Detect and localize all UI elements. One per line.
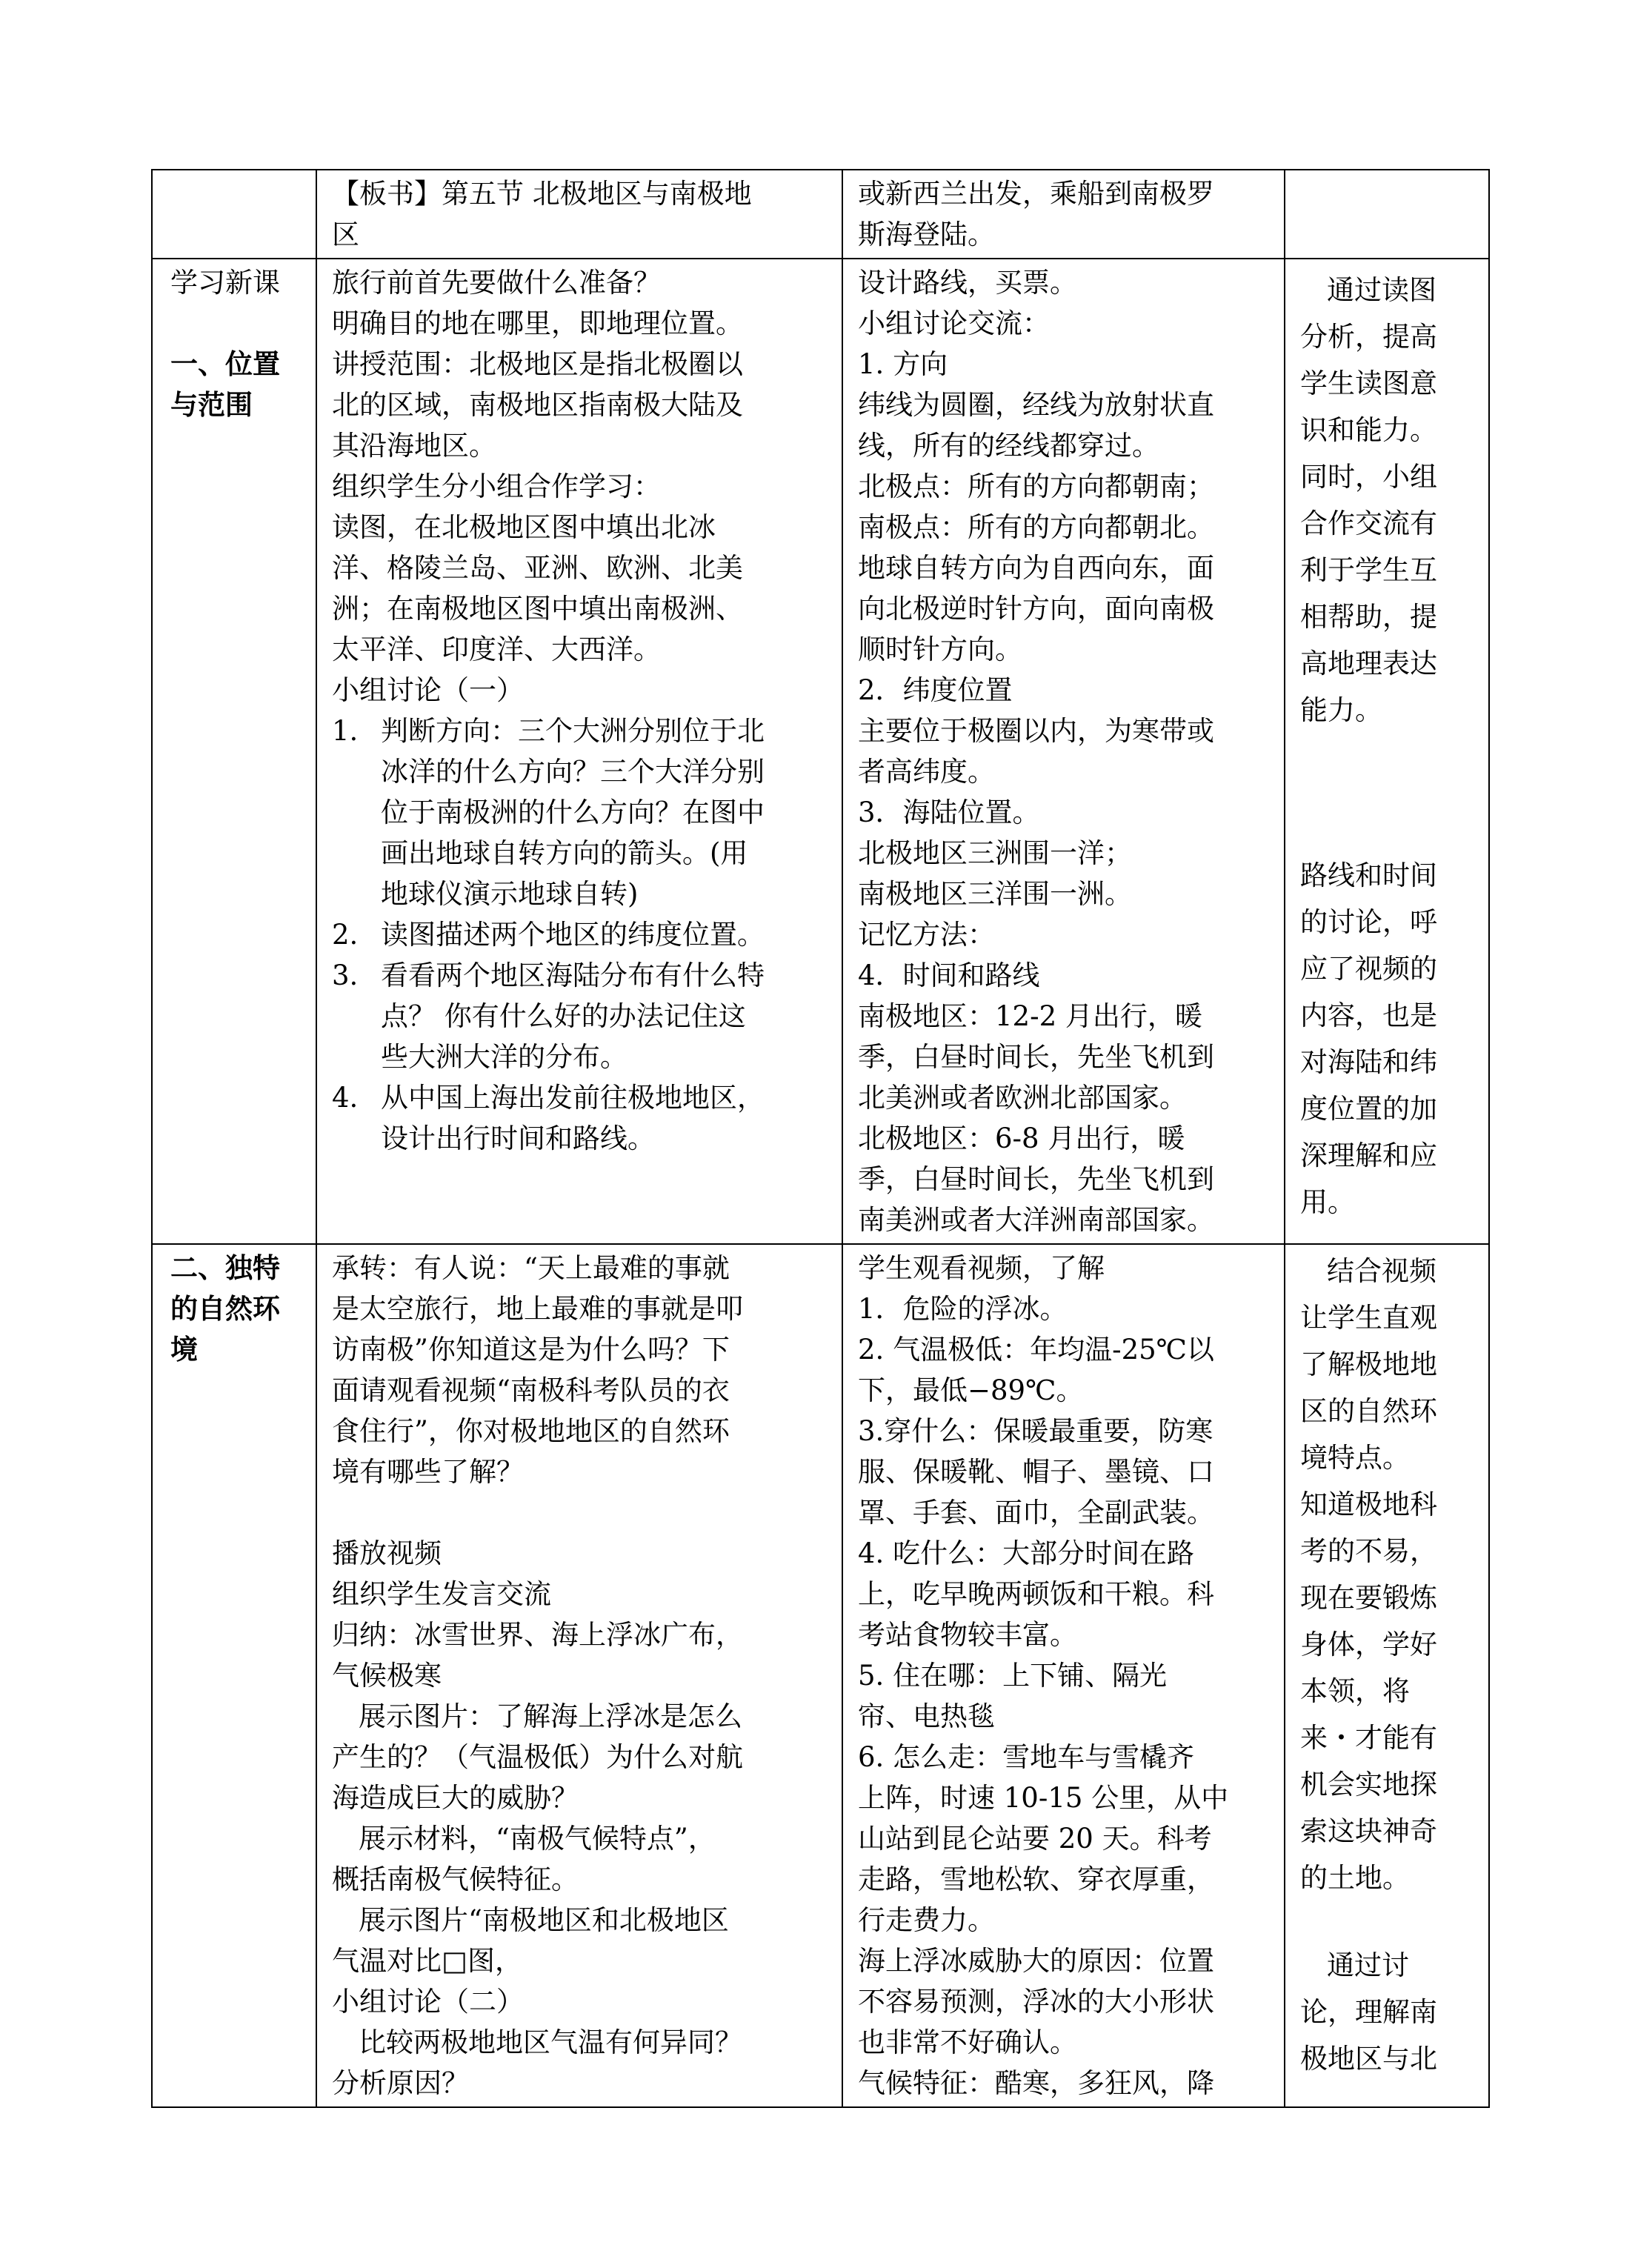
design-intent-cell: 通过读图 分析，提高 学生读图意 识和能力。 同时，小组 合作交流有 利于学生互 相帮助，提 高地理表达 能力。 路线和时间 的讨论，呼 应了视频的 内容，也是 对海陆和纬 度位置的加 深理解和应 用。 [1285,259,1489,1244]
lesson-plan-table [151,169,1490,2108]
student-activity-cell: 学生观看视频，了解 1．危险的浮冰。 2. 气温极低：年均温-25℃以 下，最低−89℃。 3.穿什么：保暖最重要，防寒 服、保暖靴、帽子、墨镜、口 罩、手套、面巾，全副武装。 4. 吃什么：大部分时间在路 上，吃早晚两顿饭和干粮。科 考站食物较丰富。 5. 住在哪：上下铺、隔光 帘、电热毯 6. 怎么走：雪地车与雪橇齐 上阵，时速 10-15 公里，从中 山站到昆仑站要 20 天。科考 走路，雪地松软、穿衣厚重， 行走费力。 海上浮冰威胁大的原因：位置 不容易预测，浮冰的大小形状 也非常不好确认。 气候特征：酷寒，多狂风，降 [842,1244,1285,2107]
list-item: 4. 从中国上海出发前往极地地区， 设计出行时间和路线。 [332,1082,765,1154]
teacher-activity-cell: 【板书】第五节 北极地区与南极地 区 [316,170,842,259]
section-heading: 境 [170,1333,198,1366]
design-intent-cell: 结合视频 让学生直观 了解极地地 区的自然环 境特点。 知道极地科 考的不易， 现在要锻炼 身体，学好 本领，将 来・才能有 机会实地探 索这块神奇 的土地。 通过讨 论，理解南 极地区与北 [1285,1244,1489,2107]
list-item: 1. 判断方向：三个大洲分别位于北 冰洋的什么方向？三个大洋分别 位于南极洲的什么方向？在图中 画出地球自转方向的箭头。(用 地球仪演示地球自转) [332,715,765,910]
student-activity-cell: 或新西兰出发，乘船到南极罗 斯海登陆。 [842,170,1285,259]
section-heading: 与范围 [170,388,253,421]
section-heading: 一、位置 [170,347,280,380]
teacher-activity-cell: 旅行前首先要做什么准备？ 明确目的地在哪里，即地理位置。 讲授范围：北极地区是指北极圈以 北的区域，南极地区指南极大陆及 其沿海地区。 组织学生分小组合作学习： 读图，在北极地区图中填出北冰 洋、格陵兰岛、亚洲、欧洲、北美 洲；在南极地区图中填出南极洲、 太平洋、印度洋、大西洋。 小组讨论（一） 1. 判断方向：三个大洲分别位于北 冰洋的什么方向？三个大洋分别 位于南极洲的什么方向？在图中 画出地球自转方向的箭头。(用 地球仪演示地球自转) 2. 读图描述两个地区的纬度位置。 3. 看看两个地区海陆分布有什么特 点？ 你有什么好的办法记住这 些大洲大洋的分布。 4. 从中国上海出发前往极地地区， 设计出行时间和路线。 [316,259,842,1244]
list-item: 3. 看看两个地区海陆分布有什么特 点？ 你有什么好的办法记住这 些大洲大洋的分布。 [332,960,765,1073]
table-row [152,170,1489,259]
stage-cell [152,1244,316,2107]
stage-cell [152,259,316,1244]
stage-label: 学习新课 [170,267,280,299]
teacher-activity-cell: 承转：有人说：“天上最难的事就 是太空旅行，地上最难的事就是叩 访南极”你知道这是为什么吗？下 面请观看视频“南极科考队员的衣 食住行”，你对极地地区的自然环 境有哪些了解？ 播放视频 组织学生发言交流 归纳：冰雪世界、海上浮冰广布， 气候极寒 展示图片：了解海上浮冰是怎么 产生的？（气温极低）为什么对航 海造成巨大的威胁？ 展示材料，“南极气候特点”， 概括南极气候特征。 展示图片“南极地区和北极地区 气温对比□图， 小组讨论（二） 比较两极地地区气温有何异同？ 分析原因？ [316,1244,842,2107]
table-row [152,1244,1489,2107]
section-heading: 的自然环 [170,1292,280,1325]
section-heading: 二、独特 [170,1251,280,1284]
list-item: 2. 读图描述两个地区的纬度位置。 [332,919,765,951]
design-intent-cell [1285,170,1489,259]
stage-cell [152,170,316,259]
student-activity-cell: 设计路线，买票。 小组讨论交流： 1. 方向 纬线为圆圈，经线为放射状直 线，所有的经线都穿过。 北极点：所有的方向都朝南； 南极点：所有的方向都朝北。 地球自转方向为自西向东，面 向北极逆时针方向，面向南极 顺时针方向。 2．纬度位置 主要位于极圈以内，为寒带或 者高纬度。 3．海陆位置。 北极地区三洲围一洋； 南极地区三洋围一洲。 记忆方法： 4．时间和路线 南极地区：12-2 月出行，暖 季，白昼时间长，先坐飞机到 北美洲或者欧洲北部国家。 北极地区：6-8 月出行，暖 季，白昼时间长，先坐飞机到 南美洲或者大洋洲南部国家。 [842,259,1285,1244]
table-row [152,259,1489,1244]
